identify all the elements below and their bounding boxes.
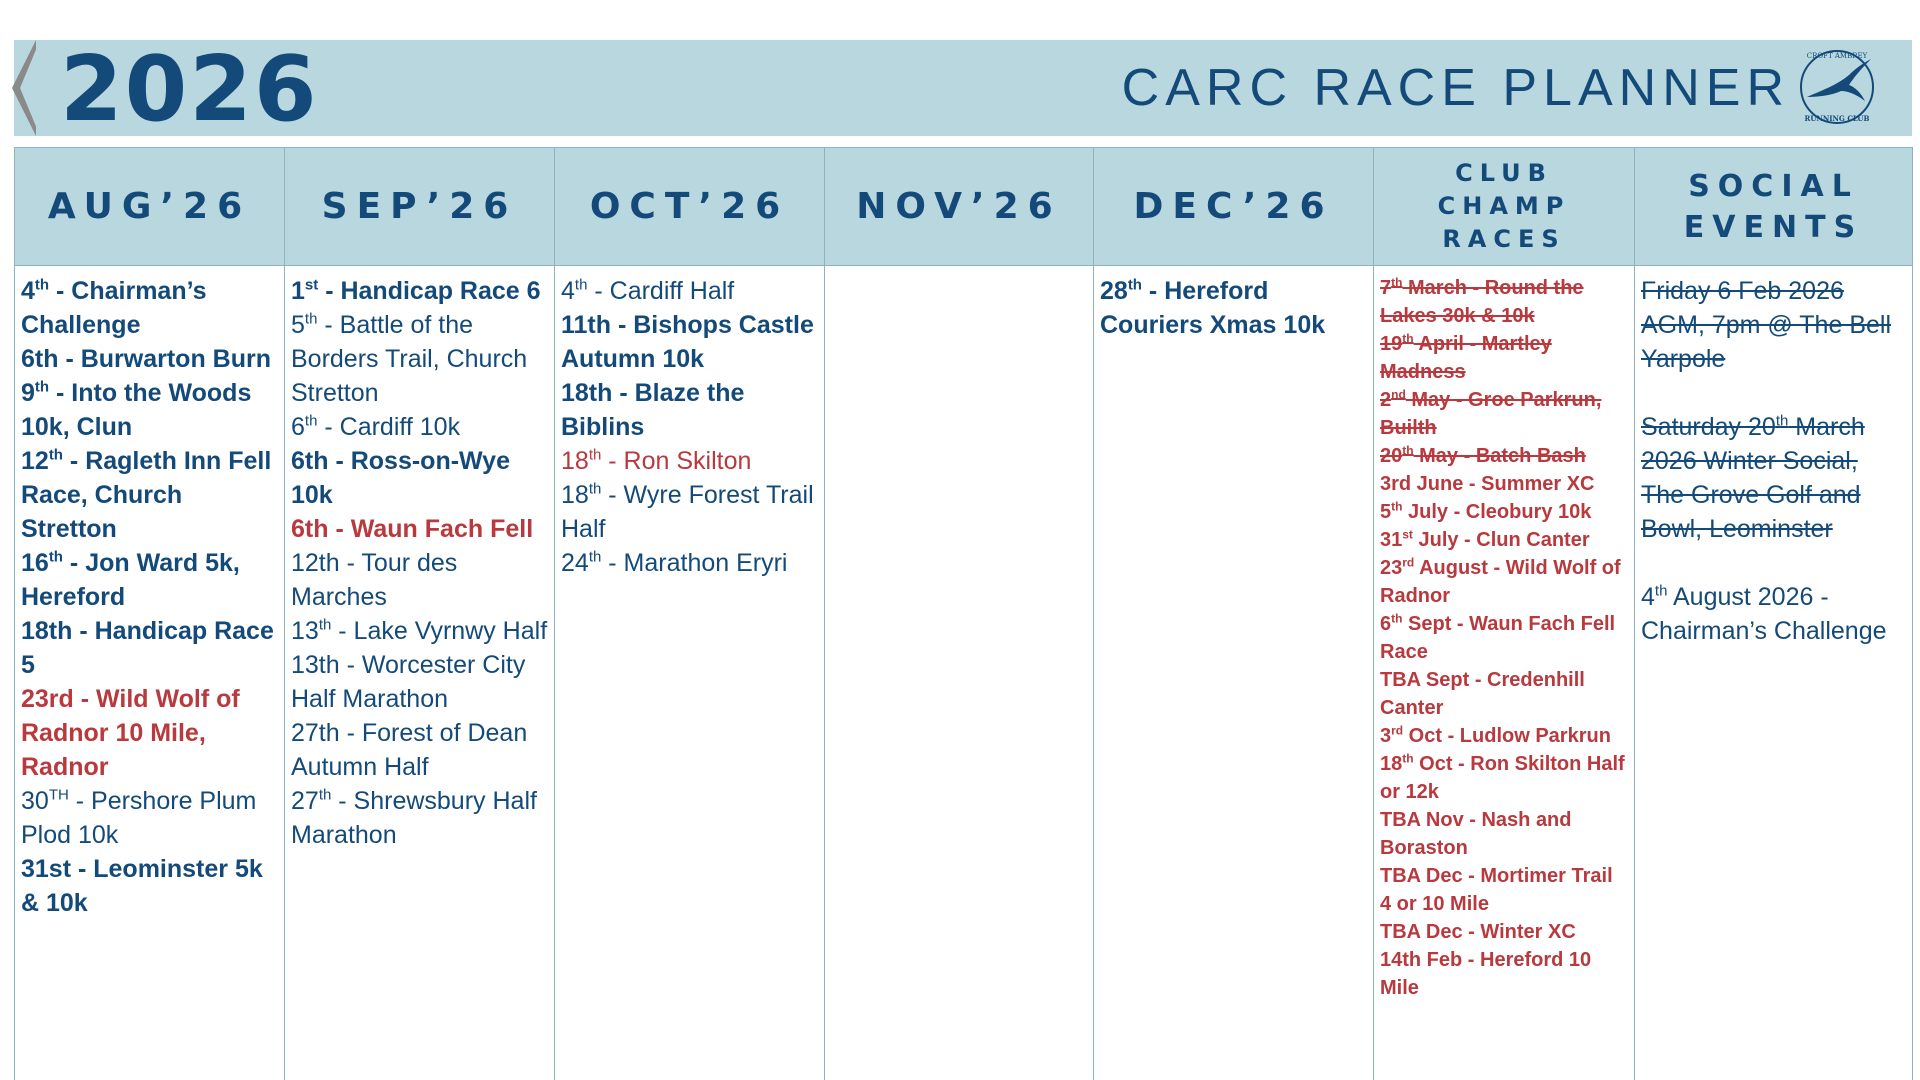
dec-events-cell: [1094, 266, 1374, 1080]
event-text: 11th - Bishops Castle Autumn 10k: [561, 311, 814, 373]
ordinal-suffix: rd: [1391, 723, 1404, 738]
social-events-cell: [1635, 266, 1913, 1080]
swallow-bird-icon: [1807, 59, 1871, 101]
event-text: 18th - Blaze the Biblins: [561, 379, 745, 441]
column-header-aug: AUG’26: [15, 148, 285, 266]
column-header-oct: OCT’26: [555, 148, 825, 266]
event-text: - Chairman’s Challenge: [21, 277, 207, 339]
event-item: [1380, 750, 1628, 806]
spacer: [1641, 376, 1906, 410]
event-text: Sept - Waun Fach Fell Race: [1380, 613, 1616, 663]
spacer: [1641, 546, 1906, 580]
event-text: 3: [1380, 725, 1392, 747]
event-text: 5: [1380, 501, 1392, 523]
ordinal-suffix: th: [1654, 582, 1668, 600]
event-item: [291, 648, 548, 716]
event-text: TBA Nov - Nash and Boraston: [1380, 809, 1572, 859]
event-item: [1380, 330, 1628, 386]
event-item: [561, 546, 818, 580]
event-text: - Cardiff Half: [587, 277, 735, 305]
events-row: [15, 266, 1913, 1080]
event-item: [1641, 274, 1906, 376]
ordinal-suffix: th: [588, 480, 602, 498]
sep-events-cell: [285, 266, 555, 1080]
event-item: [291, 308, 548, 410]
event-item: [1380, 918, 1628, 946]
event-text: 7: [1380, 277, 1392, 299]
ordinal-suffix: rd: [1402, 555, 1415, 570]
event-item: [291, 546, 548, 614]
event-text: Friday 6 Feb 2026 AGM, 7pm @ The Bell Yarpole: [1641, 277, 1891, 373]
ordinal-suffix: th: [48, 446, 63, 464]
club-logo: [1797, 45, 1877, 129]
ordinal-suffix: th: [1127, 276, 1142, 294]
event-text: 13th - Worcester City Half Marathon: [291, 651, 526, 713]
logo-top-text: CROFT AMBREY: [1806, 52, 1868, 60]
race-planner-table: [14, 147, 1913, 1080]
event-item: [1380, 946, 1628, 1002]
event-item: [1380, 862, 1628, 918]
ordinal-suffix: th: [304, 412, 318, 430]
event-text: 20: [1380, 445, 1403, 467]
event-text: 6th - Ross-on-Wye 10k: [291, 447, 510, 509]
event-text: - Ron Skilton: [601, 447, 752, 475]
ordinal-suffix: th: [1402, 751, 1414, 766]
event-text: 18: [1380, 753, 1403, 775]
event-text: - Battle of the Borders Trail, Church Stretton: [291, 311, 528, 407]
event-item: [291, 512, 548, 546]
event-text: Saturday 20: [1641, 413, 1776, 441]
event-text: 19: [1380, 333, 1403, 355]
event-item: [21, 852, 278, 920]
ordinal-suffix: th: [574, 276, 588, 294]
event-text: 4: [561, 277, 575, 305]
event-item: [1380, 526, 1628, 554]
event-item: [561, 308, 818, 376]
column-header-sep: SEP’26: [285, 148, 555, 266]
column-header-dec: DEC’26: [1094, 148, 1374, 266]
ordinal-suffix: th: [1402, 443, 1414, 458]
event-text: May - Batch Bash: [1413, 445, 1586, 467]
nov-events-cell: [825, 266, 1094, 1080]
page-title: CARC RACE PLANNER: [1121, 59, 1790, 117]
event-text: 13: [291, 617, 319, 645]
event-text: - Into the Woods 10k, Clun: [21, 379, 252, 441]
event-text: 4: [21, 277, 35, 305]
ordinal-suffix: TH: [48, 786, 69, 804]
event-item: [21, 444, 278, 546]
event-text: August 2026 - Chairman’s Challenge: [1641, 583, 1887, 645]
event-item: [291, 614, 548, 648]
column-header-nov: NOV’26: [825, 148, 1094, 266]
event-text: 18: [561, 481, 589, 509]
event-text: 31: [1380, 529, 1403, 551]
ordinal-suffix: th: [34, 378, 50, 396]
event-text: - Jon Ward 5k, Hereford: [21, 549, 240, 611]
event-text: 24: [561, 549, 589, 577]
event-text: 4: [1641, 583, 1655, 611]
event-text: 18: [561, 447, 589, 475]
aug-events-cell: [15, 266, 285, 1080]
header-line: CLUB: [1455, 159, 1553, 187]
event-text: 6: [1380, 613, 1392, 635]
event-item: [1380, 274, 1628, 330]
event-item: [1380, 442, 1628, 470]
event-item: [21, 682, 278, 784]
header-line: SOCIAL: [1688, 168, 1859, 204]
column-header-social-events: [1635, 148, 1913, 266]
ordinal-suffix: th: [1775, 412, 1789, 430]
ordinal-suffix: th: [34, 276, 50, 294]
event-text: 12th - Tour des Marches: [291, 549, 458, 611]
event-text: 5: [291, 311, 305, 339]
event-item: [1380, 722, 1628, 750]
event-item: [561, 274, 818, 308]
event-text: May - Groe Parkrun, Builth: [1380, 389, 1602, 439]
event-item: [1380, 386, 1628, 442]
oct-events-cell: [555, 266, 825, 1080]
event-text: 6: [291, 413, 305, 441]
event-text: 31st - Leominster 5k & 10k: [21, 855, 263, 917]
event-item: [21, 376, 278, 444]
chevron-cutout: [20, 40, 40, 136]
event-text: 1: [291, 277, 305, 305]
event-item: [291, 410, 548, 444]
event-text: - Cardiff 10k: [317, 413, 461, 441]
event-item: [561, 444, 818, 478]
event-text: - Handicap Race 6: [318, 277, 541, 305]
ordinal-suffix: th: [48, 548, 63, 566]
header-line: CHAMP: [1437, 192, 1571, 220]
event-text: - Pershore Plum Plod 10k: [21, 787, 257, 849]
event-text: July - Cleobury 10k: [1402, 501, 1592, 523]
event-text: - Shrewsbury Half Marathon: [291, 787, 537, 849]
header-line: EVENTS: [1683, 209, 1864, 245]
event-text: 23: [1380, 557, 1403, 579]
event-item: [291, 444, 548, 512]
event-text: 6th - Waun Fach Fell: [291, 515, 534, 543]
event-text: 6th - Burwarton Burn: [21, 345, 271, 373]
event-text: 3rd June - Summer XC: [1380, 473, 1595, 495]
column-header-club-champ: [1374, 148, 1635, 266]
event-item: [291, 784, 548, 852]
logo-bottom-text: RUNNING CLUB: [1804, 114, 1870, 123]
event-text: 30: [21, 787, 49, 815]
event-text: - Lake Vyrnwy Half: [331, 617, 548, 645]
ordinal-suffix: th: [588, 446, 602, 464]
year-heading: 2026: [60, 37, 319, 142]
ordinal-suffix: th: [304, 310, 318, 328]
event-text: 23rd - Wild Wolf of Radnor 10 Mile, Radnor: [21, 685, 240, 781]
ordinal-suffix: th: [318, 786, 332, 804]
event-text: 18th - Handicap Race 5: [21, 617, 274, 679]
event-text: 12: [21, 447, 49, 475]
event-text: Oct - Ron Skilton Half or 12k: [1380, 753, 1625, 803]
ordinal-suffix: th: [1391, 611, 1403, 626]
header-line: RACES: [1442, 225, 1566, 253]
event-item: [561, 478, 818, 546]
event-item: [561, 376, 818, 444]
event-text: Oct - Ludlow Parkrun: [1403, 725, 1611, 747]
event-text: - Wyre Forest Trail Half: [561, 481, 814, 543]
event-item: [1100, 274, 1367, 342]
event-item: [1380, 666, 1628, 722]
ordinal-suffix: st: [1402, 527, 1413, 542]
ordinal-suffix: st: [304, 276, 319, 294]
event-item: [1380, 498, 1628, 526]
event-text: TBA Dec - Winter XC: [1380, 921, 1576, 943]
event-text: March 2026 Winter Social, The Grove Golf and Bowl, Leominster: [1641, 413, 1865, 543]
event-text: - Hereford Couriers Xmas 10k: [1100, 277, 1326, 339]
event-text: TBA Sept - Credenhill Canter: [1380, 669, 1585, 719]
ordinal-suffix: th: [1402, 331, 1414, 346]
event-text: 28: [1100, 277, 1128, 305]
event-item: [1641, 580, 1906, 648]
event-text: July - Clun Canter: [1412, 529, 1590, 551]
event-item: [21, 784, 278, 852]
event-item: [1380, 554, 1628, 610]
ordinal-suffix: th: [1391, 275, 1403, 290]
event-text: 9: [21, 379, 35, 407]
event-item: [21, 342, 278, 376]
event-text: - Marathon Eryri: [601, 549, 788, 577]
event-text: March - Round the Lakes 30k & 10k: [1380, 277, 1584, 327]
ordinal-suffix: th: [1391, 499, 1403, 514]
club-champ-events-cell: [1374, 266, 1635, 1080]
ordinal-suffix: th: [588, 548, 602, 566]
event-text: 27th - Forest of Dean Autumn Half: [291, 719, 528, 781]
event-item: [21, 274, 278, 342]
event-text: 14th Feb - Hereford 10 Mile: [1380, 949, 1592, 999]
ordinal-suffix: th: [318, 616, 332, 634]
event-item: [1641, 410, 1906, 546]
event-item: [291, 716, 548, 784]
event-item: [1380, 470, 1628, 498]
event-item: [21, 614, 278, 682]
event-item: [21, 546, 278, 614]
month-header-row: [15, 148, 1913, 266]
event-text: 16: [21, 549, 49, 577]
event-item: [1380, 610, 1628, 666]
event-text: - Ragleth Inn Fell Race, Church Stretton: [21, 447, 272, 543]
ordinal-suffix: nd: [1391, 387, 1406, 402]
event-text: April - Martley Madness: [1380, 333, 1552, 383]
event-text: 27: [291, 787, 319, 815]
event-text: 2: [1380, 389, 1392, 411]
event-item: [291, 274, 548, 308]
event-text: TBA Dec - Mortimer Trail 4 or 10 Mile: [1380, 865, 1613, 915]
event-text: August - Wild Wolf of Radnor: [1380, 557, 1621, 607]
event-item: [1380, 806, 1628, 862]
